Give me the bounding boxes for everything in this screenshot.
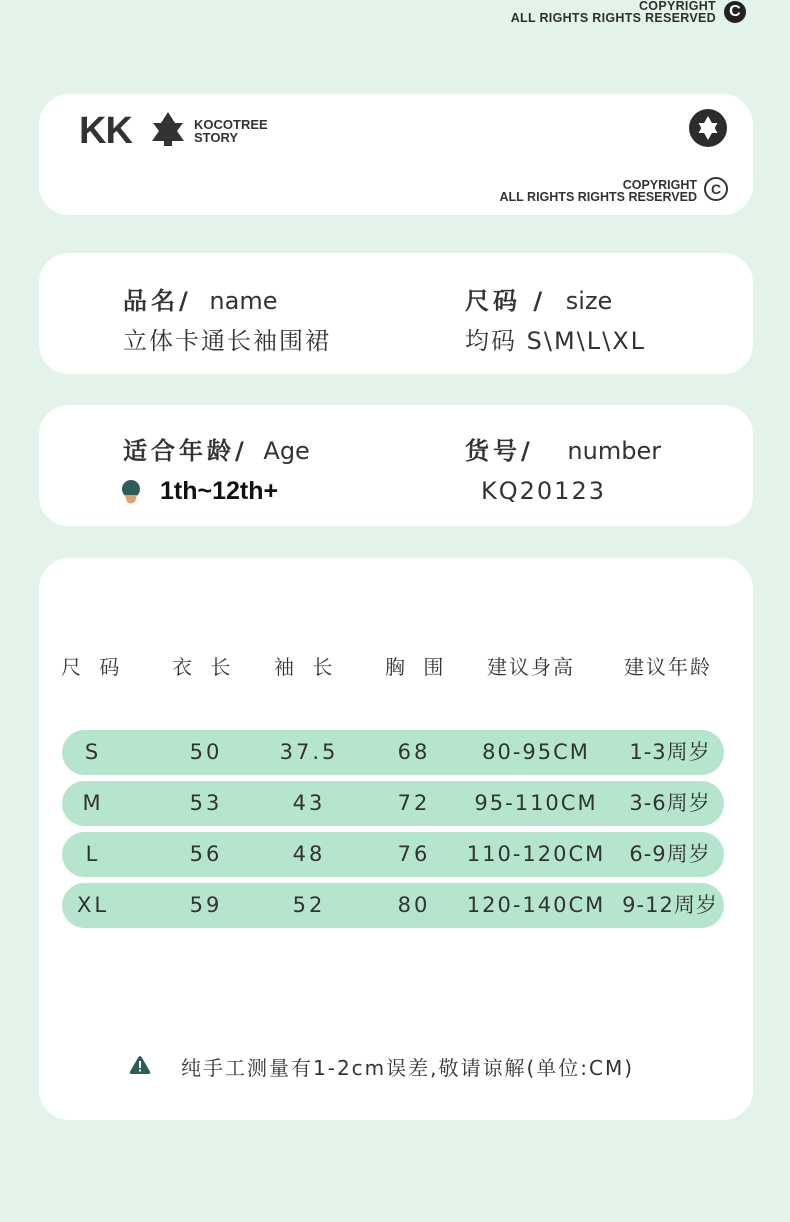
- table-row: [62, 730, 724, 775]
- header-height: 建议身高: [487, 655, 575, 679]
- brand-logo: KK: [79, 110, 132, 152]
- card-copyright: [500, 179, 697, 203]
- cell-sleeve: 52: [292, 893, 326, 917]
- size-value: 均码 S\M\L\XL: [465, 327, 647, 355]
- cell-length: 53: [189, 791, 223, 815]
- brand-name: [194, 118, 268, 144]
- cell-chest: 72: [397, 791, 431, 815]
- number-value: KQ20123: [481, 477, 606, 505]
- copyright-icon: C: [724, 1, 746, 23]
- brand-card: [39, 94, 753, 215]
- cell-height: 95-110CM: [474, 791, 598, 815]
- age-value: 1th~12th+: [160, 477, 279, 505]
- copyright-line1: COPYRIGHT: [638, 0, 716, 13]
- name-label-zh: 品名/: [123, 287, 192, 315]
- cell-size: M: [82, 791, 104, 815]
- size-label: [465, 281, 612, 316]
- cell-size: L: [85, 842, 101, 866]
- cell-sleeve: 37.5: [279, 740, 339, 764]
- cell-length: 50: [189, 740, 223, 764]
- name-label: [123, 281, 277, 316]
- copyright-line2: ALL RIGHTS RIGHTS RESERVED: [510, 11, 716, 25]
- age-label-zh: 适合年龄/: [123, 437, 248, 465]
- cell-length: 56: [189, 842, 223, 866]
- name-size-card: [39, 253, 753, 374]
- cell-length: 59: [189, 893, 223, 917]
- number-label: [465, 431, 661, 466]
- cell-chest: 68: [397, 740, 431, 764]
- cell-chest: 76: [397, 842, 431, 866]
- cell-age: 1-3周岁: [629, 740, 711, 764]
- brand-line2: STORY: [194, 130, 239, 145]
- cell-height: 120-140CM: [466, 893, 606, 917]
- age-number-card: [39, 405, 753, 526]
- copyright-symbol-icon: C: [704, 177, 728, 201]
- cell-chest: 80: [397, 893, 431, 917]
- table-row: [62, 781, 724, 826]
- header-chest: 胸 围: [385, 655, 450, 679]
- card-copyright-line1: COPYRIGHT: [622, 178, 697, 192]
- size-table-card: [39, 558, 753, 1120]
- age-label: [123, 431, 310, 466]
- cell-size: S: [84, 740, 102, 764]
- size-label-en: size: [565, 287, 613, 315]
- cell-size: XL: [76, 893, 110, 917]
- header-length: 衣 长: [172, 655, 237, 679]
- number-label-en: number: [567, 437, 662, 465]
- cell-sleeve: 48: [292, 842, 326, 866]
- measurement-note: 纯手工测量有1-2cm误差,敬请谅解(单位:CM): [181, 1056, 635, 1080]
- cell-age: 9-12周岁: [622, 893, 718, 917]
- name-label-en: name: [209, 287, 278, 315]
- header-sleeve: 袖 长: [274, 655, 339, 679]
- header-size: 尺 码: [61, 655, 126, 679]
- top-copyright: [510, 0, 741, 25]
- name-value: 立体卡通长袖围裙: [123, 327, 331, 355]
- star-of-david-icon: [688, 108, 728, 148]
- table-row: [62, 832, 724, 877]
- tree-icon: [150, 111, 186, 147]
- table-row: [62, 883, 724, 928]
- warning-icon: [129, 1055, 151, 1075]
- age-label-en: Age: [263, 437, 310, 465]
- size-label-zh: 尺码 /: [465, 287, 547, 315]
- header-age: 建议年龄: [624, 655, 712, 679]
- cell-age: 3-6周岁: [629, 791, 711, 815]
- cell-sleeve: 43: [292, 791, 326, 815]
- cell-height: 110-120CM: [466, 842, 606, 866]
- card-copyright-line2: ALL RIGHTS RIGHTS RESERVED: [499, 190, 697, 204]
- number-label-zh: 货号/: [465, 437, 534, 465]
- age-dot-icon: [122, 480, 140, 504]
- cell-height: 80-95CM: [482, 740, 590, 764]
- cell-age: 6-9周岁: [629, 842, 711, 866]
- brand-line1: KOCOTREE: [194, 117, 268, 132]
